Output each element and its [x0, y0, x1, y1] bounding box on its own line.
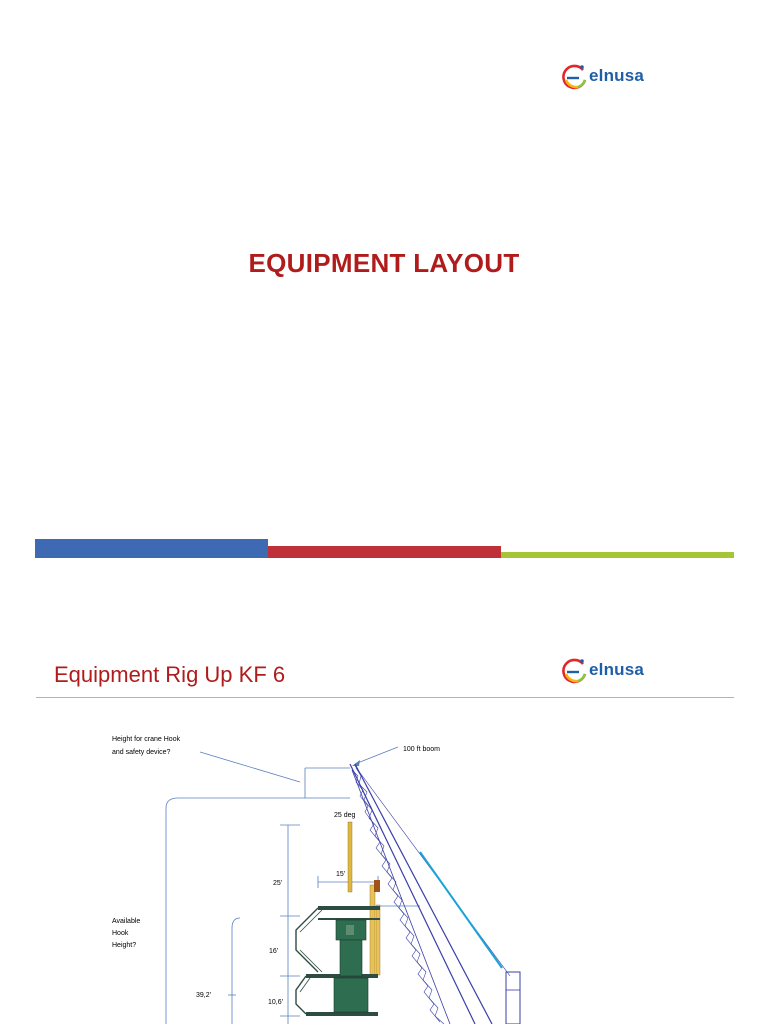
decor-bar-green [501, 552, 734, 558]
slide-heading: Equipment Rig Up KF 6 [54, 662, 286, 687]
label-angle: 25 deg [334, 812, 356, 819]
platform-base [306, 1012, 378, 1016]
decor-bar-blue [35, 539, 268, 558]
platform-upper [318, 906, 380, 910]
crane-cab [506, 972, 520, 1024]
label-height-39: 39,2' [196, 992, 211, 999]
height-39-bracket [232, 918, 240, 1024]
logo-text: elnusa [589, 66, 645, 85]
label-height-10: 10,6' [268, 999, 283, 1006]
elnusa-logo [562, 655, 644, 685]
hook-leader-line [200, 752, 300, 782]
mast [348, 822, 352, 892]
rig-up-diagram [0, 700, 768, 1024]
support-column [370, 885, 375, 975]
stairway [296, 908, 318, 1014]
elnusa-logo-icon [562, 655, 588, 685]
logo-text: elnusa [589, 660, 645, 679]
label-crane-hook-line2: and safety device? [112, 749, 171, 756]
bop-stack-bottom [334, 978, 368, 1012]
available-height-bracket [166, 798, 178, 1024]
label-boom: 100 ft boom [403, 746, 440, 753]
decor-bar-red [268, 546, 501, 558]
label-crane-hook-line1: Height for crane Hook [112, 736, 181, 743]
title-divider [36, 697, 734, 698]
slide-title: EQUIPMENT LAYOUT [248, 248, 520, 278]
label-available-2: Hook [112, 930, 129, 937]
boom-leader-line [355, 747, 398, 764]
elnusa-logo [562, 61, 644, 91]
label-width: 15' [336, 871, 346, 878]
label-height-25: 25' [273, 880, 283, 887]
bop-detail [346, 925, 354, 935]
label-available-3: Height? [112, 942, 137, 949]
bop-stack-middle [340, 940, 362, 976]
label-height-16: 16' [269, 948, 279, 955]
equipment-block [374, 880, 380, 892]
label-available-1: Available [112, 918, 141, 925]
elnusa-logo-icon [562, 61, 588, 91]
support-column [376, 905, 380, 975]
